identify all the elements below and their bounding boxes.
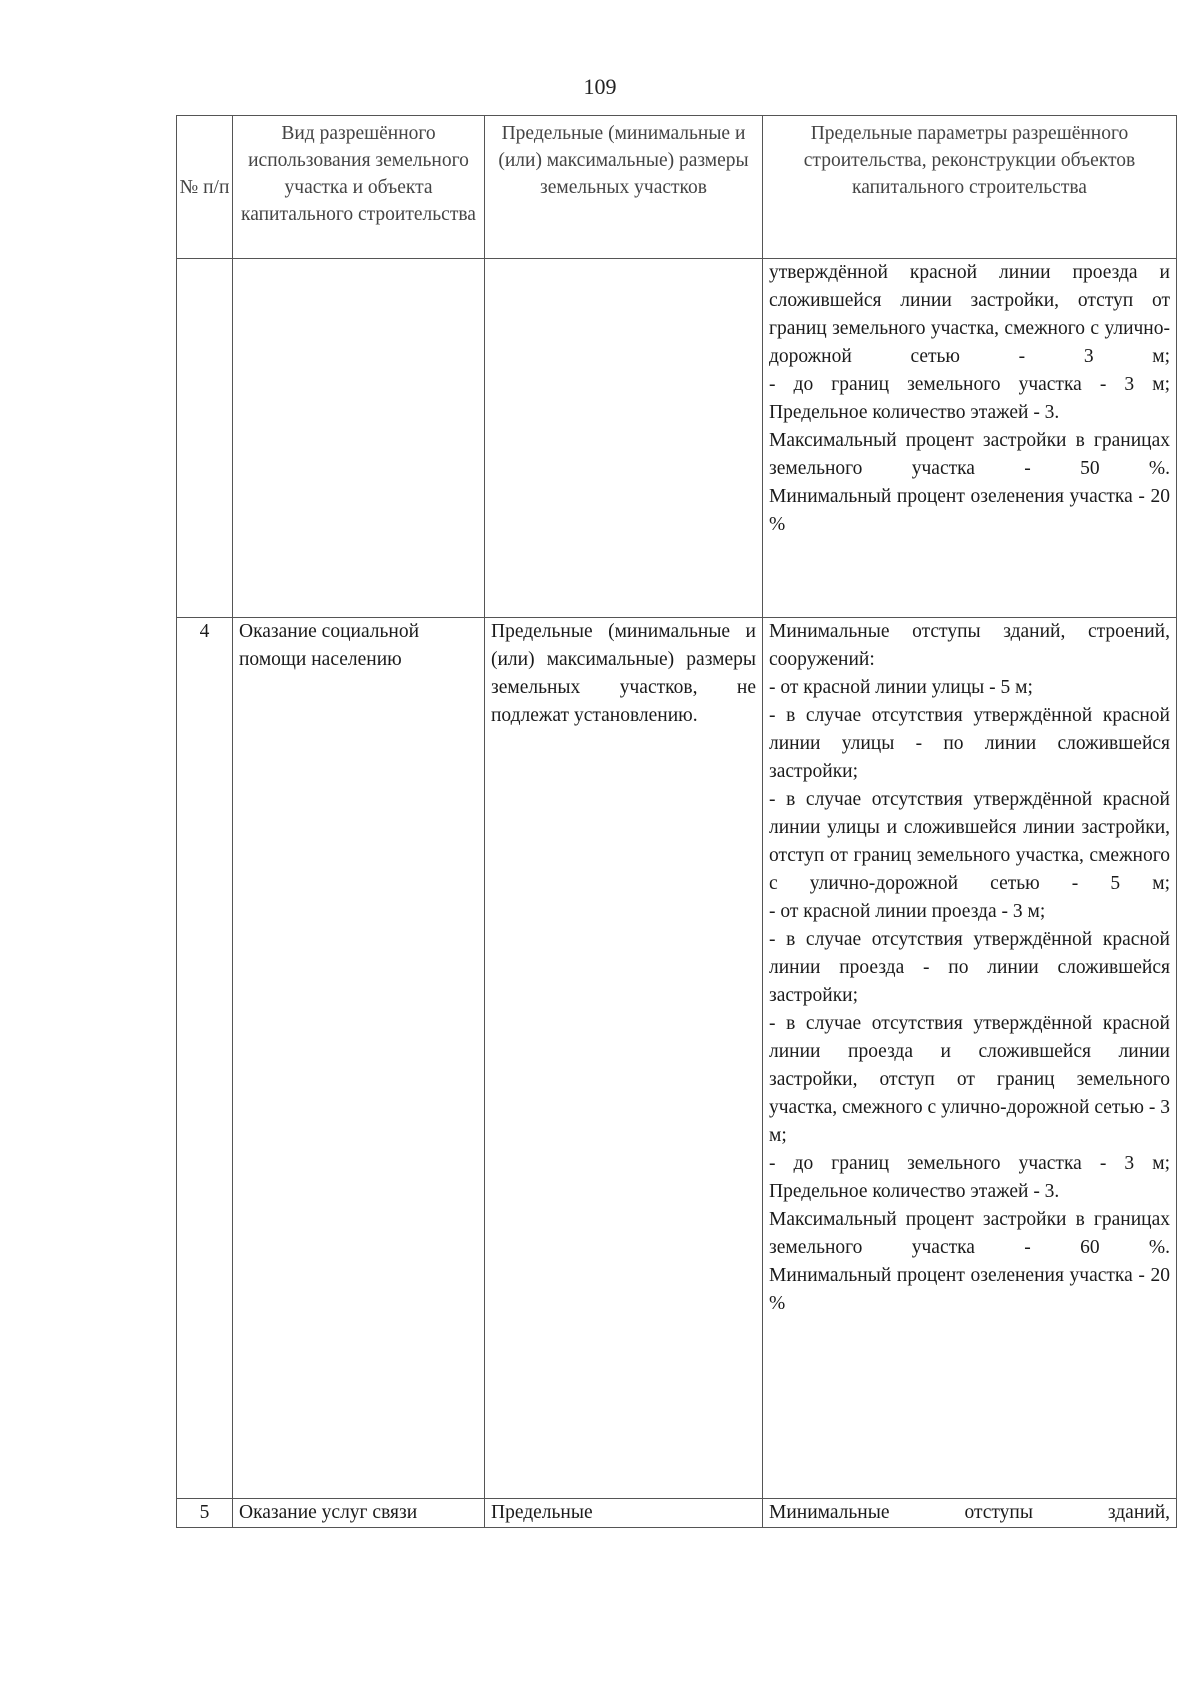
- row-build-params: [763, 259, 1177, 618]
- row-build-params: [763, 1499, 1177, 1528]
- row-plot-sizes: Предельные (минимальные и (или) максимальные) размеры земельных участков, не подлежат установлению.: [485, 618, 763, 1499]
- row-plot-sizes: [485, 259, 763, 618]
- param-line: - до границ земельного участка - 3 м;: [769, 1153, 1170, 1174]
- regulations-table: [176, 115, 1177, 1528]
- row-number: [177, 259, 233, 618]
- row-use-type: [233, 259, 485, 618]
- param-line: утверждённой красной линии проезда и сложившейся линии застройки, отступ от границ земельного участка, смежного с улично-дорожной сетью - 3 м;: [769, 262, 1170, 367]
- table-header-row: [177, 116, 1177, 259]
- param-line: - в случае отсутствия утверждённой красной линии проезда - по линии сложившейся застройки;: [769, 929, 1170, 1006]
- param-line: Предельное количество этажей - 3.: [769, 1181, 1060, 1202]
- param-line: - от красной линии улицы - 5 м;: [769, 677, 1033, 698]
- param-line: - от красной линии проезда - 3 м;: [769, 901, 1046, 922]
- param-line: - до границ земельного участка - 3 м;: [769, 374, 1170, 395]
- table-row: [177, 618, 1177, 1499]
- param-line: Максимальный процент застройки в границах земельного участка - 50 %.: [769, 430, 1170, 479]
- param-line: Минимальный процент озеленения участка - 20 %: [769, 1265, 1170, 1314]
- param-line: - в случае отсутствия утверждённой красной линии улицы и сложившейся линии застройки, отступ от границ земельного участка, смежного с улично-дорожной сетью - 5 м;: [769, 789, 1170, 894]
- row-build-params: [763, 618, 1177, 1499]
- row-number: 4: [177, 618, 233, 1499]
- table-row: [177, 1499, 1177, 1528]
- header-build-params: Предельные параметры разрешённого строительства, реконструкции объектов капитального строительства: [763, 116, 1177, 259]
- param-line: - в случае отсутствия утверждённой красной линии улицы - по линии сложившейся застройки;: [769, 705, 1170, 782]
- row-use-type: Оказание социальной помощи населению: [233, 618, 485, 1499]
- row-number: 5: [177, 1499, 233, 1528]
- param-line: - в случае отсутствия утверждённой красной линии проезда и сложившейся линии застройки, отступ от границ земельного участка, смежного с улично-дорожной сетью - 3 м;: [769, 1013, 1170, 1146]
- page-number: 109: [583, 74, 617, 99]
- header-number: № п/п: [177, 116, 233, 259]
- row-plot-sizes: Предельные: [485, 1499, 763, 1528]
- row-use-type: Оказание услуг связи: [233, 1499, 485, 1528]
- param-line: Максимальный процент застройки в границах земельного участка - 60 %.: [769, 1209, 1170, 1258]
- param-line: Минимальный процент озеленения участка - 20 %: [769, 486, 1170, 535]
- table-row: [177, 259, 1177, 618]
- param-line: Минимальные отступы зданий,: [769, 1502, 1170, 1523]
- param-line: Минимальные отступы зданий, строений, сооружений:: [769, 621, 1170, 670]
- param-line: Предельное количество этажей - 3.: [769, 402, 1060, 423]
- header-use-type: Вид разрешённого использования земельного участка и объекта капитального строительства: [233, 116, 485, 259]
- header-plot-sizes: Предельные (минимальные и (или) максимальные) размеры земельных участков: [485, 116, 763, 259]
